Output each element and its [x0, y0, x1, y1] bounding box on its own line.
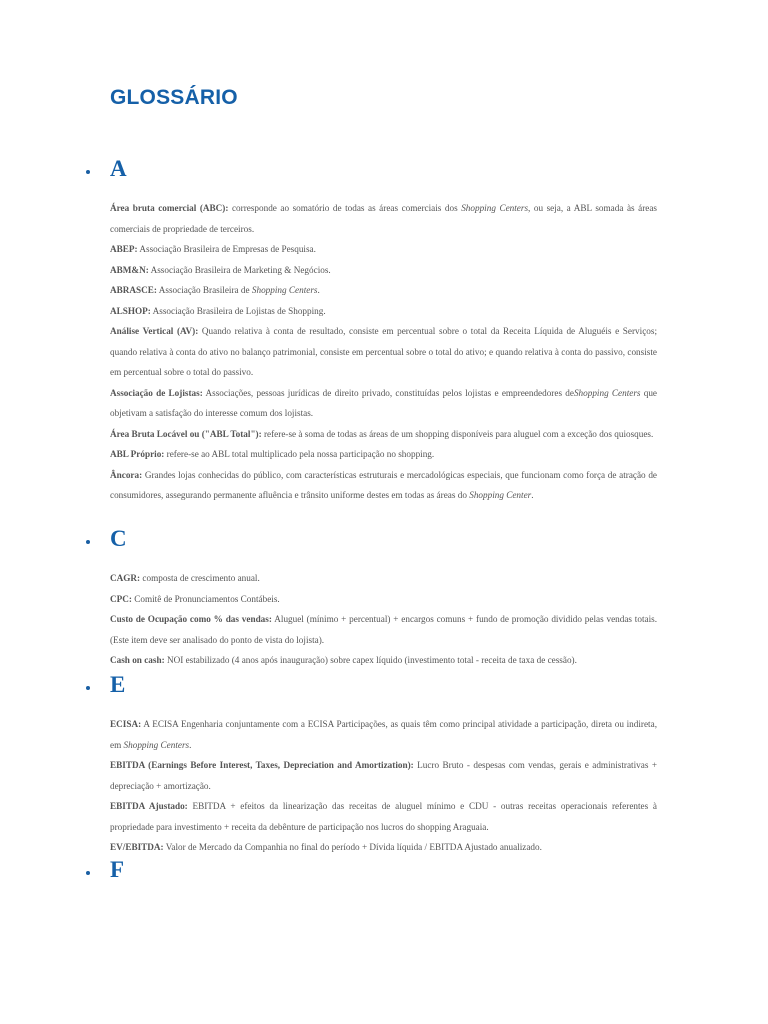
glossary-entry-abmn [110, 260, 657, 281]
definition: Associação Brasileira de [158, 285, 252, 295]
definition: Associação Brasileira de Empresas de Pesquisa. [139, 244, 316, 254]
glossary-entry-abc [110, 198, 657, 239]
term: Análise Vertical (AV): [110, 326, 199, 336]
term: EV/EBITDA: [110, 842, 164, 852]
section-e-entries [110, 714, 657, 858]
glossary-entry-cpc [110, 589, 657, 610]
definition: NOI estabilizado (4 anos após inauguração) sobre capex líquido (investimento total - receita de taxa de cessão). [166, 655, 577, 665]
section-c-entries [110, 568, 657, 671]
section-heading-f: F [110, 857, 125, 882]
definition: Aluguel (mínimo + percentual) + encargos comuns + fundo de promoção dividido pelas vendas totais. (Este item deve ser analisado do ponto de vista do lojista). [110, 614, 658, 645]
glossary-entry-ancora [110, 465, 657, 506]
glossary-entry-abep [110, 239, 657, 260]
definition-italic: Shopping Centers [461, 203, 529, 213]
glossary-entry-ebitda-ajustado [110, 796, 657, 837]
term: EBITDA Ajustado: [110, 801, 188, 811]
term: Custo de Ocupação como % das vendas: [110, 614, 272, 624]
definition: EBITDA + efeitos da linearização das receitas de aluguel mínimo e CDU - outras receitas operacionais referentes à propriedade para investimento + receita da debênture de participação nos lucros do shopping Araguaia. [110, 801, 657, 832]
term: Área bruta comercial (ABC): [110, 203, 229, 213]
glossary-entry-custo-ocupacao [110, 609, 657, 650]
term: ABEP: [110, 244, 138, 254]
definition-italic: Shopping Center [469, 490, 532, 500]
glossary-entry-cash-on-cash [110, 650, 657, 671]
section-heading-c: C [110, 526, 127, 551]
definition-italic: Shopping Centers [573, 387, 641, 398]
definition: . [317, 285, 320, 295]
glossary-entry-abrasce [110, 280, 657, 301]
definition: , ou seja, a ABL somada às áreas comerciais de propriedade de terceiros. [110, 203, 657, 234]
term: Cash on cash: [110, 655, 165, 665]
bullet-a [86, 170, 90, 174]
section-heading-a: A [110, 156, 127, 181]
bullet-c [86, 540, 90, 544]
glossary-entry-ev-ebitda [110, 837, 657, 858]
term: ECISA: [110, 719, 142, 729]
term: CPC: [110, 593, 132, 604]
definition: Comitê de Pronunciamentos Contábeis. [134, 593, 280, 604]
definition: Quando relativa à conta de resultado, consiste em percentual sobre o total da Receita Líquida de Aluguéis e Serviços; quando relativa à conta do ativo no balanço patrimonial, consiste em percentual sobre o total do ativo; e quando relativa à conta do passivo, consiste em percentual sobre o total do passivo. [110, 326, 657, 377]
glossary-entry-av [110, 321, 657, 383]
definition-italic: Shopping Centers [123, 739, 190, 750]
section-heading-e: E [110, 672, 126, 697]
term: Área Bruta Locável ou ("ABL Total"): [110, 428, 262, 439]
definition: refere-se ao ABL total multiplicado pela nossa participação no shopping. [166, 449, 435, 459]
term: Associação de Lojistas: [110, 387, 203, 398]
definition: que objetivam a satisfação do interesse comum dos lojistas. [110, 387, 658, 418]
definition: corresponde ao somatório de todas as áreas comerciais dos [231, 203, 462, 213]
term: CAGR: [110, 573, 141, 583]
definition: Valor de Mercado da Companhia no final do período + Dívida líquida / EBITDA Ajustado anualizado. [165, 842, 542, 852]
term: ALSHOP: [110, 305, 151, 316]
glossary-entry-ecisa [110, 714, 657, 755]
definition: Grandes lojas conhecidas do público, com características estruturais e mercadológicas especiais, que funcionam como força de atração de consumidores, assegurando permanente afluência e trânsito uniforme destes em todas as áreas do [110, 469, 657, 500]
definition: . [189, 739, 192, 750]
definition: Associação Brasileira de Lojistas de Shopping. [152, 305, 326, 316]
definition: refere-se à soma de todas as áreas de um shopping disponíveis para aluguel com a exceção dos quiosques. [263, 428, 654, 439]
definition: composta de crescimento anual. [142, 573, 260, 583]
glossary-entry-ebitda [110, 755, 657, 796]
glossary-entry-cagr [110, 568, 657, 589]
definition: A ECISA Engenharia conjuntamente com a ECISA Participações, as quais têm como principal atividade a participação, direta ou indireta, em [110, 719, 657, 750]
definition-italic: Shopping Centers [251, 285, 318, 295]
definition: Associações, pessoas jurídicas de direito privado, constituídas pelos lojistas e empreendedores de [205, 387, 574, 398]
term: ABM&N: [110, 264, 149, 275]
term: ABRASCE: [110, 285, 157, 295]
term: Âncora: [110, 469, 143, 480]
page-title: GLOSSÁRIO [110, 86, 238, 109]
glossary-entry-abl-total [110, 424, 657, 445]
section-a-entries [110, 198, 657, 506]
term: ABL Próprio: [110, 449, 165, 459]
definition: . [531, 490, 534, 500]
definition: Associação Brasileira de Marketing & Negócios. [150, 264, 331, 275]
term: EBITDA (Earnings Before Interest, Taxes, Depreciation and Amortization): [110, 760, 414, 770]
glossary-entry-abl-proprio [110, 444, 657, 465]
bullet-e [86, 686, 90, 690]
definition: Lucro Bruto - despesas com vendas, gerais e administrativas + depreciação + amortização. [110, 760, 658, 791]
glossary-entry-assoc [110, 383, 657, 424]
bullet-f [86, 871, 90, 875]
glossary-entry-alshop [110, 301, 657, 322]
